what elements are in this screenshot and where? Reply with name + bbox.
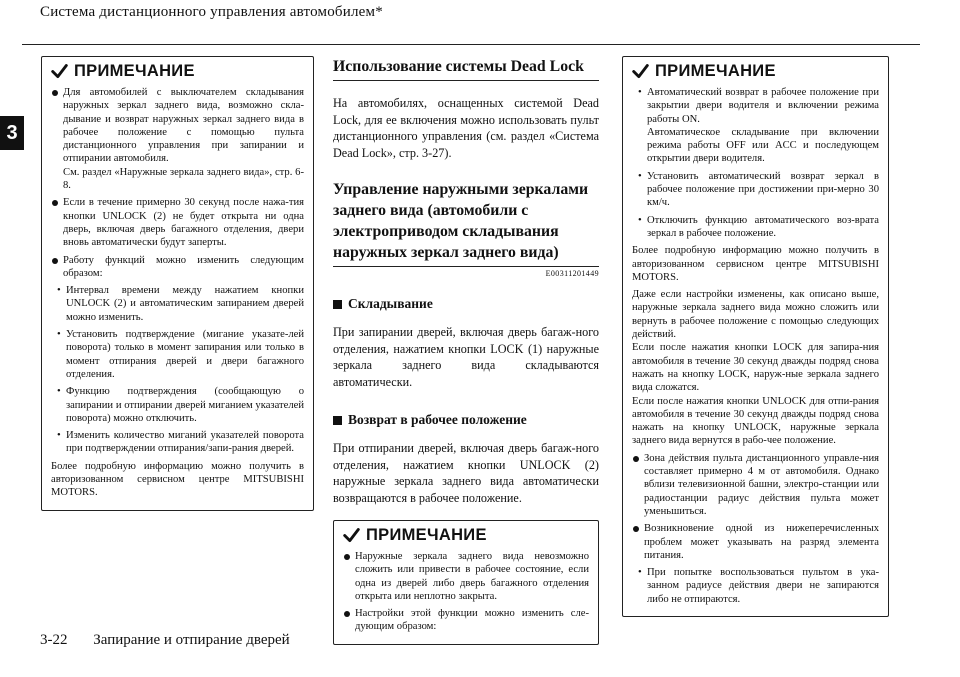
note-header	[51, 60, 304, 82]
note-title: ПРИМЕЧАНИЕ	[366, 525, 487, 544]
note-sub-bullet: • При попытке воспользоваться пультом в ука-занном радиусе действия двери не запираются либо не отпираются.	[638, 567, 879, 605]
heading-rule	[333, 80, 599, 81]
middle-column	[333, 56, 599, 645]
subheading-folding: Складывание	[333, 296, 599, 312]
note-header	[632, 60, 879, 82]
section-heading-mirrors: Управление наружными зеркалами заднего вида (автомобили с электроприводом складывания наружных зеркал заднего вида)	[333, 181, 589, 261]
note-bullet: Возникновение одной из нижеперечисленных проблем может указывать на разряд элемента питания.	[632, 522, 879, 562]
section-code: E00311201449	[545, 269, 599, 278]
note-paragraph: Даже если настройки изменены, как описано выше, наружные зеркала заднего вида можно сложить или вернуть в рабочее положение с помощью следующих действий. Если после нажатия кнопки LOCK для запира-ния автомобиля в течение 30 секунд дважды подряд снова нажать на кнопку LOCK, наруж-ные зеркала заднего вида сложатся. Если после нажатия кнопки UNLOCK для отпи-рания автомобиля в течение 30 секунд дважды подряд снова нажать на кнопку UNLOCK, наружные зеркала заднего вида вернутся в рабо-чее положение.	[632, 289, 879, 447]
header-rule	[22, 44, 920, 45]
checkmark-icon	[51, 63, 68, 80]
note-bullet: Настройки этой функции можно изменить сле-дующим образом:	[343, 607, 589, 634]
square-bullet-icon	[333, 416, 342, 425]
checkmark-icon	[632, 63, 649, 80]
note-sub-bullet: • Интервал времени между нажатием кнопки UNLOCK (2) и автоматическим запиранием дверей можно изменить.	[57, 285, 304, 323]
page-header-title: Система дистанционного управления автомобилем*	[40, 4, 383, 20]
subheading-return: Возврат в рабочее положение	[333, 412, 599, 428]
note-bullet: Наружные зеркала заднего вида невозможно сложить или привести в рабочее состояние, если одна из дверей либо дверь багажного отделения открыта или неплотно закрыта.	[343, 550, 589, 603]
note-box-left	[41, 56, 314, 511]
note-info-text: Более подробную информацию можно получить в авторизованном сервисном центре MITSUBISHI MOTORS.	[632, 245, 879, 283]
chapter-tab: 3	[0, 116, 24, 150]
note-bullet: Работу функций можно изменить следующим образом:	[51, 254, 304, 281]
note-bullet: Зона действия пульта дистанционного управле-ния составляет примерно 4 м от автомобиля. Однако вблизи телевизионной башни, электро-станции или радиостанции радиус действия пульта может уменьшиться.	[632, 452, 879, 518]
note-sub-bullet: • Автоматический возврат в рабочее положение при закрытии двери водителя и включении режима работы ON. Автоматическое складывание при включении режима работы OFF или ACC и последующем открытии двери водителя.	[638, 87, 879, 165]
note-sub-bullet: • Изменить количество миганий указателей поворота при подтверждении отпирания/запи-рания дверей.	[57, 430, 304, 455]
square-bullet-icon	[333, 300, 342, 309]
note-sub-bullet: • Отключить функцию автоматического воз-врата зеркал в рабочее положение.	[638, 214, 879, 239]
note-bullet: Для автомобилей с выключателем складывания наружных зеркал заднего вида, возможно скла-дывание и возврат наружных зеркал заднего вида в рабочее положение с помощью пульта дистанционного управления при запирании и отпирании автомобиля. См. раздел «Наружные зеркала заднего вида», стр. 6-8.	[51, 86, 304, 192]
right-column	[622, 56, 889, 617]
note-box-middle	[333, 520, 599, 645]
return-paragraph: При отпирании дверей, включая дверь багаж-ного отделения, нажатием кнопки UNLOCK (2) наружные зеркала заднего вида автоматически возвращаются в рабочее положение.	[333, 441, 599, 505]
left-column	[41, 56, 314, 511]
footer-section-title: Запирание и отпирание дверей	[93, 632, 290, 648]
section-heading-dead-lock: Использование системы Dead Lock	[333, 58, 584, 75]
note-title: ПРИМЕЧАНИЕ	[74, 61, 195, 80]
checkmark-icon	[343, 527, 360, 544]
page-number: 3-22	[40, 632, 68, 648]
note-info-text: Более подробную информацию можно получить в авторизованном сервисном центре MITSUBISHI MOTORS.	[51, 460, 304, 499]
note-sub-bullet: • Функцию подтверждения (сообщающую о запирании и отпирании дверей миганием указателей поворота) можно отключить.	[57, 386, 304, 424]
dead-lock-paragraph: На автомобилях, оснащенных системой Dead Lock, для ее включения можно использовать пульт дистанционного управления (см. раздел «Система Dead Lock», стр. 3-27).	[333, 96, 599, 160]
note-box-right	[622, 56, 889, 617]
note-sub-bullet: • Установить подтверждение (мигание указате-лей поворота) только в момент запирания или только в момент отпирания дверей и двери багажного отделения.	[57, 329, 304, 380]
note-bullet: Если в течение примерно 30 секунд после нажа-тия кнопки UNLOCK (2) не будет открыта ни одна дверь, включая дверь багажного отделения, двери вновь автоматически будут заперты.	[51, 196, 304, 249]
note-title: ПРИМЕЧАНИЕ	[655, 61, 776, 80]
note-header	[343, 524, 589, 546]
page-footer	[40, 632, 290, 649]
heading-rule	[333, 266, 599, 267]
folding-paragraph: При запирании дверей, включая дверь багаж-ного отделения, нажатием кнопки LOCK (1) наружные зеркала заднего вида складываются автоматически.	[333, 325, 599, 389]
note-sub-bullet: • Установить автоматический возврат зеркал в рабочее положение при достижении при-мерно 30 км/ч.	[638, 170, 879, 209]
